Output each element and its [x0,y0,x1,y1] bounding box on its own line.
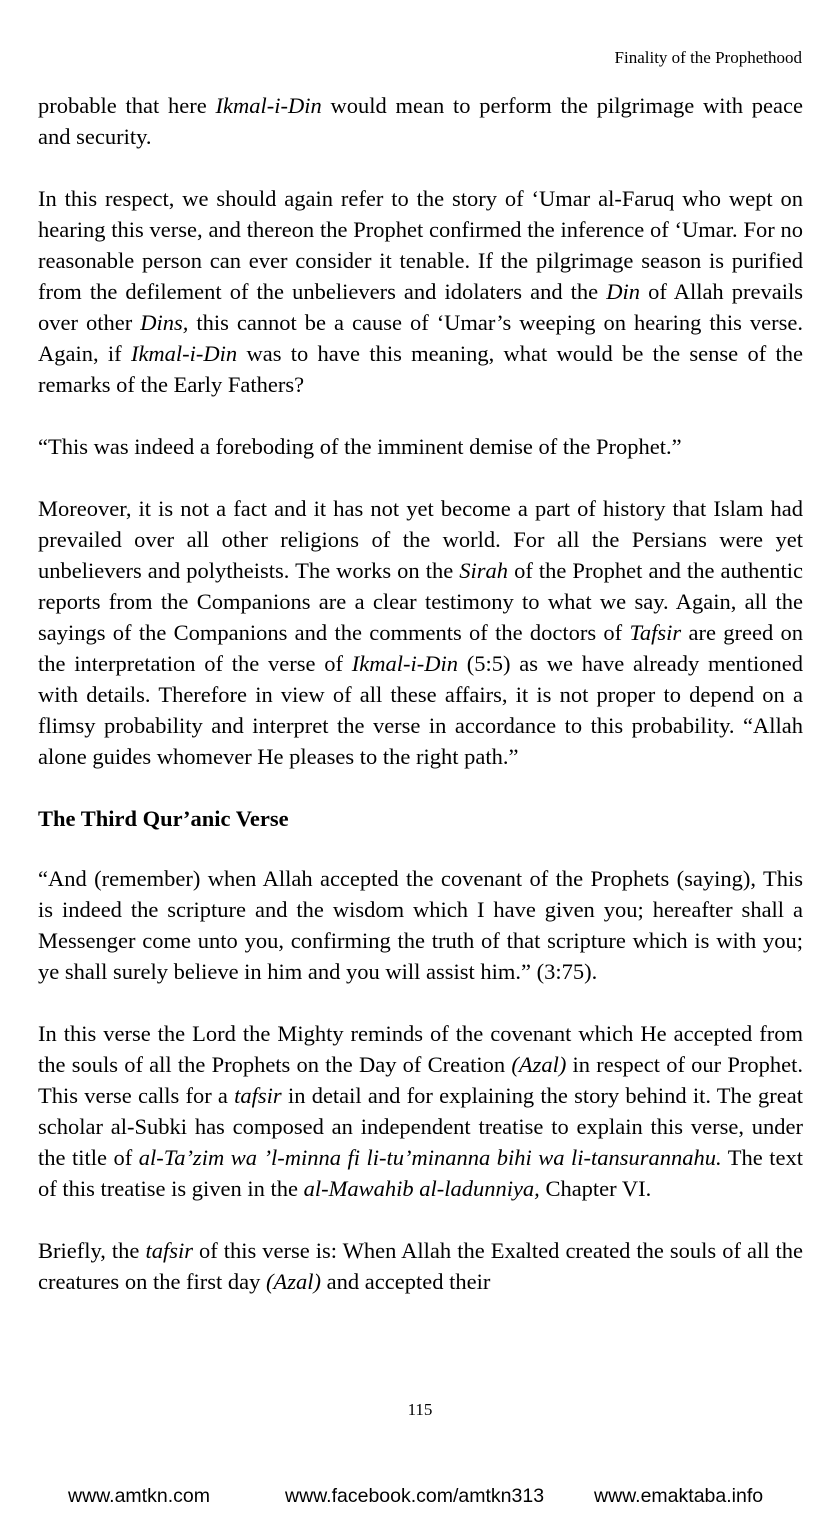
italic-term: (Azal) [511,1052,567,1077]
text-run: in respect of our Prophet. This verse calls for a [38,1052,803,1108]
footer-link-emaktaba[interactable]: www.emaktaba.info [594,1485,764,1507]
italic-term: Dins, [140,310,189,335]
text-run: probable that here [38,93,216,118]
text-run: of this verse is: When Allah the Exalted created the souls of all the creatures on the first day [38,1238,803,1294]
text-run: “This was indeed a foreboding of the imminent demise of the Prophet.” [38,434,682,459]
text-run: Chapter VI. [539,1176,652,1201]
italic-term: Ikmal-i-Din [130,341,238,366]
text-run: The text of this treatise is given in the [38,1145,803,1201]
text-run: this cannot be a cause of ‘Umar’s weeping on hearing this verse. Again, if [38,310,803,366]
text-run: of the Prophet and the authentic reports from the Companions are a clear testimony to what we say. Again, all the sayings of the Companions and the comments of the doctors of [38,558,803,645]
footer-link-website[interactable]: www.amtkn.com [68,1485,210,1507]
section-heading: The Third Qur’anic Verse [38,806,289,831]
text-run: would mean to perform the pilgrimage with peace and security. [38,93,803,149]
paragraph [38,863,803,987]
italic-term: tafsir [145,1238,193,1263]
paragraph [38,183,803,400]
footer-link-facebook[interactable]: www.facebook.com/amtkn313 [285,1485,545,1507]
paragraph [38,1018,803,1204]
italic-term: al-Mawahib al-ladunniya, [303,1176,540,1201]
italic-term: Ikmal-i-Din [351,651,458,676]
italic-term: Sirah [459,558,509,583]
paragraph [38,90,803,152]
text-run: of Allah prevails over other [38,279,803,335]
italic-term: Ikmal-i-Din [215,93,322,118]
page-number: 115 [407,1400,433,1419]
italic-term: tafsir [234,1083,282,1108]
page-body [38,90,803,1328]
text-run: in detail and for explaining the story behind it. The great scholar al-Subki has composed an independent treatise to explain this verse, under the title of [38,1083,803,1170]
text-run: (5:5) as we have already mentioned with details. Therefore in view of all these affairs, it is not proper to depend on a flimsy probability and interpret the verse in accordance to this probability. “Allah alone guides whomever He pleases to the right path.” [38,651,804,769]
text-run: “And (remember) when Allah accepted the covenant of the Prophets (saying), This is indeed the scripture and the wisdom which I have given you; hereafter shall a Messenger come unto you, confirming the truth of that scripture which is with you; ye shall surely believe in him and you will assist him.” (3:75). [38,866,803,984]
text-run: are greed on the interpretation of the verse of [38,620,804,676]
text-run: In this respect, we should again refer to the story of ‘Umar al-Faruq who wept on hearing this verse, and thereon the Prophet confirmed the inference of ‘Umar. For no reasonable person can ever consider it tenable. If the pilgrimage season is purified from the defilement of the unbelievers and idolaters and the [38,186,803,304]
italic-term: al-Ta’zim wa ’l-minna fi li-tu’minanna bihi wa li-tansurannahu. [138,1145,722,1170]
paragraph [38,493,803,772]
paragraph [38,431,803,462]
italic-term: (Azal) [266,1269,322,1294]
paragraph [38,1235,803,1297]
text-run: Moreover, it is not a fact and it has not yet become a part of history that Islam had prevailed over all other religions of the world. For all the Persians were yet unbelievers and polytheists. The works on the [38,496,803,583]
running-header: Finality of the Prophethood [614,48,802,67]
italic-term: Tafsir [629,620,682,645]
text-run: Briefly, the [38,1238,146,1263]
text-run: and accepted their [321,1269,491,1294]
text-run: was to have this meaning, what would be the sense of the remarks of the Early Fathers? [38,341,803,397]
text-run: In this verse the Lord the Mighty reminds of the covenant which He accepted from the souls of all the Prophets on the Day of Creation [38,1021,803,1077]
italic-term: Din [606,279,640,304]
